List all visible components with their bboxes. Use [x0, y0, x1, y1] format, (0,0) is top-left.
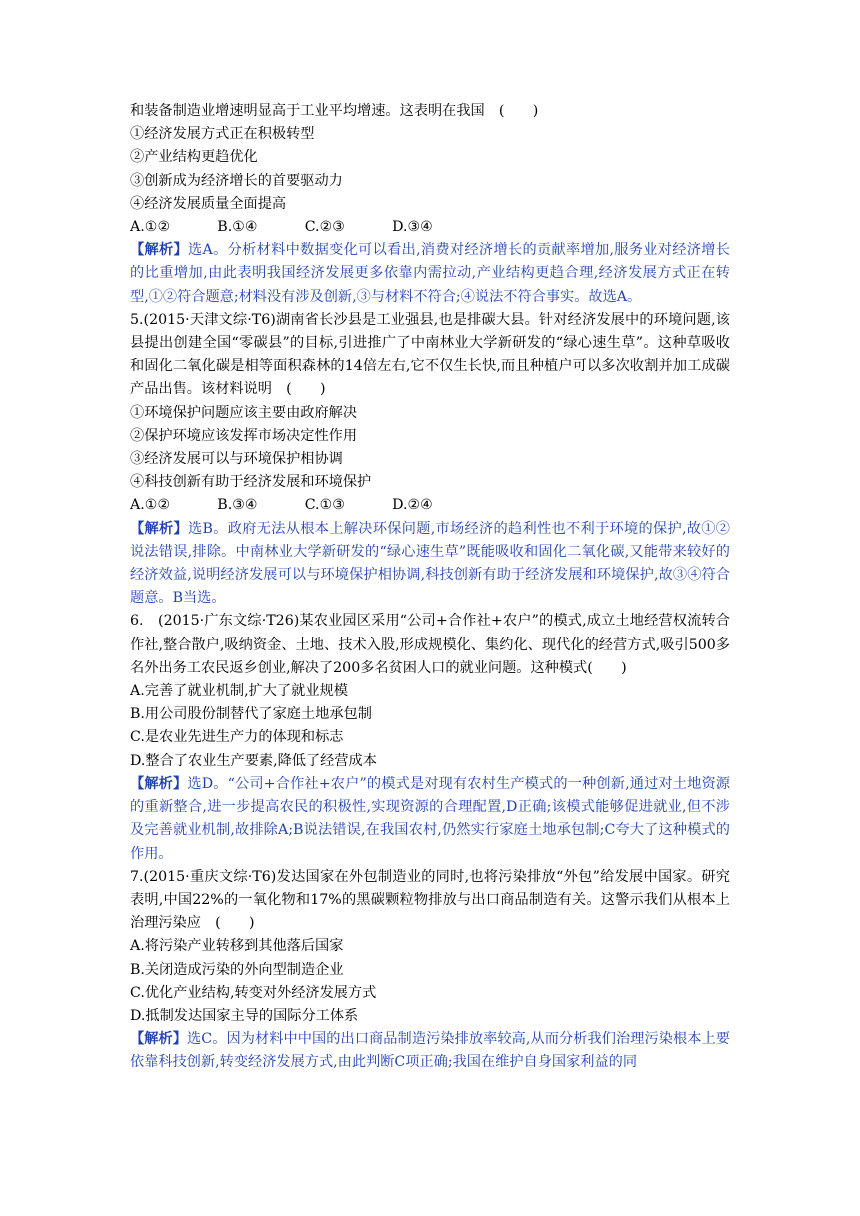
statement-item: ④科技创新有助于经济发展和环境保护	[130, 474, 372, 491]
question-4	[130, 100, 730, 309]
analysis	[130, 773, 730, 866]
option-d: D.抵制发达国家主导的国际分工体系	[130, 1007, 359, 1024]
analysis-text: 选B。政府无法从根本上解决环保问题,市场经济的趋利性也不利于环境的保护,故①②说法错误,排除。中南林业大学新研发的“绿心速生草”既能吸收和固化二氧化碳,又能带来较好的经济效益,说明经济发展可以与环境保护相协调,科技创新有助于经济发展和环境保护,故③④符合题意。B当选。	[130, 520, 730, 607]
question-stem: 7.(2015·重庆文综·T6)发达国家在外包制造业的同时,也将污染排放“外包”给发展中国家。研究表明,中国22%的一氧化物和17%的黑碳颗粒物排放与出口商品制造有关。这警示我们从根本上治理污染应 ( )	[130, 868, 730, 932]
option-c: C.优化产业结构,转变对外经济发展方式	[130, 984, 377, 1001]
statement-item: ②产业结构更趋优化	[130, 149, 258, 166]
statement-item: ③创新成为经济增长的首要驱动力	[130, 172, 343, 189]
answer-options: A.①② B.③④ C.①③ D.②④	[130, 497, 433, 514]
question-6	[130, 610, 730, 865]
answer-options: A.①② B.①④ C.②③ D.③④	[130, 219, 433, 236]
statement-item: ①环境保护问题应该主要由政府解决	[130, 404, 358, 421]
option-b: B.关闭造成污染的外向型制造企业	[130, 961, 344, 978]
question-stem: 和装备制造业增速明显高于工业平均增速。这表明在我国 ( )	[130, 103, 539, 119]
question-5	[130, 309, 730, 611]
analysis-text: 选D。“公司+合作社+农户”的模式是对现有农村生产模式的一种创新,通过对土地资源的重新整合,进一步提高农民的积极性,实现资源的合理配置,D正确;该模式能够促进就业,但不涉及完善就业机制,故排除A;B说法错误,在我国农村,仍然实行家庭土地承包制;C夸大了这种模式的作用。	[130, 775, 730, 862]
statement-item: ③经济发展可以与环境保护相协调	[130, 451, 343, 468]
analysis	[130, 1028, 730, 1074]
question-stem: 5.(2015·天津文综·T6)湖南省长沙县是工业强县,也是排碳大县。针对经济发展中的环境问题,该县提出创建全国“零碳县”的目标,引进推广了中南林业大学新研发的“绿心速生草”。这种草吸收和固化二氧化碳是相等面积森林的14倍左右,它不仅生长快,而且种植户可以多次收割并加工成碳产品出售。该材料说明 ( )	[130, 311, 730, 398]
option-b: B.用公司股份制替代了家庭土地承包制	[130, 706, 372, 723]
statement-item: ②保护环境应该发挥市场决定性作用	[130, 427, 358, 444]
analysis-tag: 【解析】	[130, 242, 189, 259]
analysis-tag: 【解析】	[130, 1031, 188, 1048]
question-7	[130, 866, 730, 1075]
statement-item: ④经济发展质量全面提高	[130, 195, 287, 212]
analysis	[130, 518, 730, 611]
option-a: A.完善了就业机制,扩大了就业规模	[130, 683, 348, 700]
analysis-tag: 【解析】	[130, 520, 188, 537]
option-d: D.整合了农业生产要素,降低了经营成本	[130, 752, 377, 769]
analysis	[130, 239, 730, 309]
option-c: C.是农业先进生产力的体现和标志	[130, 729, 344, 746]
document-page	[130, 100, 730, 1075]
question-stem: 6. (2015·广东文综·T26)某农业园区采用“公司+合作社+农户”的模式,成立土地经营权流转合作社,整合散户,吸纳资金、土地、技术入股,形成规模化、集约化、现代化的经营方式,吸引500多名外出务工农民返乡创业,解决了200多名贫困人口的就业问题。这种模式( )	[130, 613, 730, 676]
option-a: A.将污染产业转移到其他落后国家	[130, 938, 344, 955]
analysis-text: 选A。分析材料中数据变化可以看出,消费对经济增长的贡献率增加,服务业对经济增长的比重增加,由此表明我国经济发展更多依靠内需拉动,产业结构更趋合理,经济发展方式正在转型,①②符合题意;材料没有涉及创新,③与材料不符合;④说法不符合事实。故选A。	[130, 242, 730, 305]
analysis-text: 选C。因为材料中中国的出口商品制造污染排放率较高,从而分析我们治理污染根本上要依靠科技创新,转变经济发展方式,由此判断C项正确;我国在维护自身国家利益的同	[130, 1031, 730, 1071]
statement-item: ①经济发展方式正在积极转型	[130, 126, 315, 143]
analysis-tag: 【解析】	[130, 775, 188, 792]
